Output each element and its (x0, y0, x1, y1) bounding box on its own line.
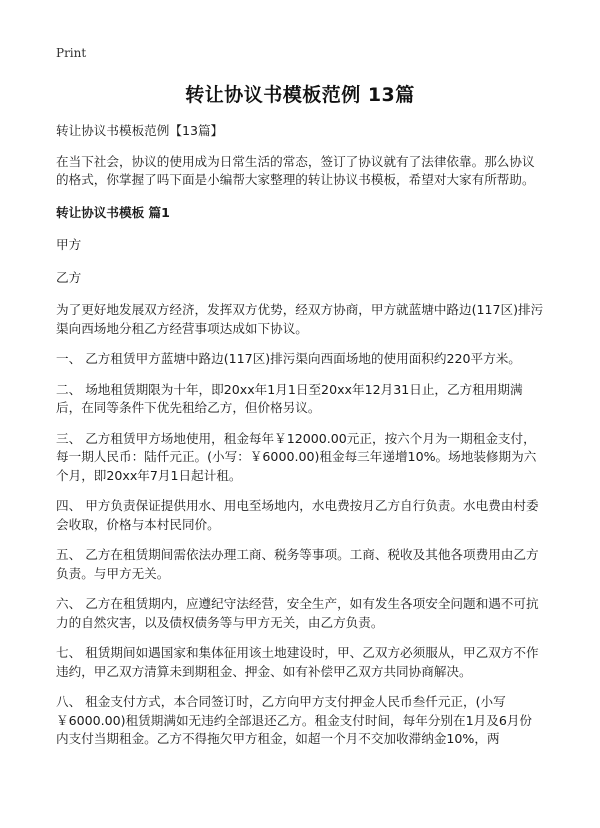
clause-paragraph: 五、 乙方在租赁期间需依法办理工商、税务等事项。工商、税收及其他各项费用由乙方负责。与甲方无关。 (56, 547, 539, 581)
clause-paragraph: 三、 乙方租赁甲方场地使用，租金每年￥12000.00元正，按六个月为一期租金支付，每一期人民币：陆仟元正。(小写：￥6000.00)租金每三年递增10%。场地装修期为六个月，即20xx年7月1日起计租。 (56, 430, 537, 483)
section-heading: 转让协议书模板 篇1 (56, 204, 170, 220)
clause-paragraph: 二、 场地租赁期限为十年，即20xx年1月1日至20xx年12月31日止，乙方租用期满后，在同等条件下优先租给乙方，但价格另议。 (56, 381, 523, 415)
page-title: 转让协议书模板范例 13篇 (185, 84, 415, 106)
clause-paragraph: 一、 乙方租赁甲方蓝塘中路边(117区)排污渠向西面场地的使用面积约220平方米。 (56, 351, 521, 366)
party-b-label: 乙方 (56, 269, 82, 285)
print-link[interactable]: Print (56, 46, 87, 60)
intro-paragraph: 在当下社会，协议的使用成为日常生活的常态，签订了协议就有了法律依靠。那么协议的格式，你掌握了吗下面是小编帮大家整理的转让协议书模板，希望对大家有所帮助。 (56, 153, 535, 187)
clause-paragraph: 六、 乙方在租赁期内，应遵纪守法经营，安全生产，如有发生各项安全问题和遇不可抗力的自然灾害，以及债权债务等与甲方无关，由乙方负责。 (56, 596, 539, 630)
party-a-label: 甲方 (56, 237, 82, 252)
clause-paragraph: 七、 租赁期间如遇国家和集体征用该土地建设时，甲、乙双方必须服从，甲乙双方不作违约，甲乙双方清算未到期租金、押金、如有补偿甲乙双方共同协商解决。 (56, 645, 539, 679)
preamble-paragraph: 为了更好地发展双方经济，发挥双方优势，经双方协商，甲方就蓝塘中路边(117区)排污渠向西场地分租乙方经营事项达成如下协议。 (56, 302, 544, 336)
clause-paragraph: 八、 租金支付方式，本合同签订时，乙方向甲方支付押金人民币叁仟元正，(小写￥6000.00)租赁期满如无违约全部退还乙方。租金支付时间，每年分别在1月及6月份内支付当期租金。乙方不得拖欠甲方租金，如超一个月不交加收滞纳金10%，两 (56, 694, 533, 746)
document-subtitle: 转让协议书模板范例【13篇】 (56, 123, 224, 138)
clause-paragraph: 四、 甲方负责保证提供用水、用电至场地内，水电费按月乙方自行负责。水电费由村委会收取，价格与本村民同价。 (56, 498, 539, 532)
document-body (56, 122, 544, 761)
